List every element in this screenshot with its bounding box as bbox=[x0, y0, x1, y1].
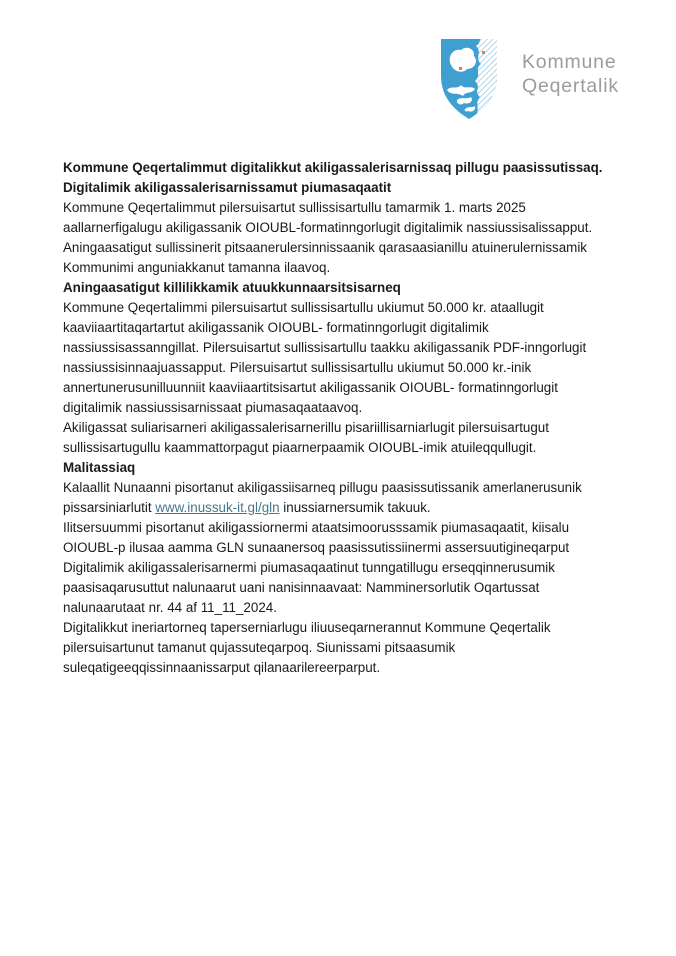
document-title: Kommune Qeqertalimmut digitalikkut akiligassalerisarnissaq pillugu paasissutissaq. bbox=[63, 160, 603, 175]
paragraph-encouragement: Akiligassat suliarisarneri akiligassalerisarnerillu pisariillisarniarlugit pilersuisartugut sullissisartugullu kaammattorpagut piaarnerpaamik OIOUBL-imik atuileqqullugit. bbox=[63, 420, 549, 455]
letter-body bbox=[63, 158, 616, 678]
paragraph-closing: Digitalikkut ineriartorneq taperserniarlugu iliuuseqarnerannut Kommune Qeqertalik pilersuisartunut tamanut qujassuteqarpoq. Siunissami pitsaasumik suleqatigeeqqissinnaanissarput qilanaarilereerparput. bbox=[63, 620, 551, 675]
link-paragraph-before: Kalaallit Nunaanni pisortanut akiligassiisarneq pillugu paasissutissanik amerlanerusunik pissarsiniarlutit bbox=[63, 480, 582, 515]
section-heading-threshold: Aningaasatigut killilikkamik atuukkunnaarsitsisarneq bbox=[63, 280, 401, 295]
section-heading-guidance: Malitassiaq bbox=[63, 460, 136, 475]
paragraph-guide: Ilitsersuummi pisortanut akiligassiornermi ataatsimoorusssamik piumasaqaatit, kiisalu OIOUBL-p ilusaa aamma GLN sunaanersoq paasissutissiinermi assersuutigineqarput bbox=[63, 520, 570, 555]
kommune-qeqertalik-logo bbox=[437, 38, 619, 120]
inussuk-gln-link[interactable]: www.inussuk-it.gl/gln bbox=[155, 500, 280, 515]
paragraph-regulation: Digitalimik akiligassalerisarnermi piumasaqaatinut tunngatillugu erseqqinnerusumik paasisaqarusuttut nalunaarut uani nanisinnaavaat: Namminersorlutik Oqartussat nalunaarutaat nr. 44 af 11_11_2024. bbox=[63, 560, 555, 615]
paragraph-threshold: Kommune Qeqertalimmi pilersuisartut sullissisartullu ukiumut 50.000 kr. ataallugit kaaviiaartitaqartartut akiligassanik OIOUBL- formatinngorlugit digitalimik nassiussisassanngillat. Pilersuisartut sullissisartullu taakku akiligassanik PDF-inngorlugit nassiussisinnaajuassapput. Pilersuisartut sullissisartullu ukiumut 50.000 kr.-inik annertunerusunilluunniit kaaviiaartitsisartut akiligassanik OIOUBL- formatinngorlugit digitalimik nassiussisarnissaat piumasaqaataavoq. bbox=[63, 300, 587, 415]
coat-of-arms-shield-icon bbox=[437, 38, 501, 120]
logo-wordmark bbox=[522, 50, 619, 98]
logo-name-line2: Qeqertalik bbox=[522, 75, 619, 97]
paragraph-requirements: Kommune Qeqertalimmut pilersuisartut sullissisartullu tamarmik 1. marts 2025 aallarnerfigalugu akiligassanik OIOUBL-formatinngorlugit digitalimik nassiussisalissapput. Aningaasatigut sullissinerit pitsaanerulersinnissaanik qarasaasianillu atuinerulernissamik Kommunimi anguniakkanut tamanna ilaavoq. bbox=[63, 200, 593, 275]
section-heading-requirements: Digitalimik akiligassalerisarnissamut piumasaqaatit bbox=[63, 180, 392, 195]
logo-name-line1: Kommune bbox=[522, 51, 617, 73]
link-paragraph-after: inussiarnersumik takuuk. bbox=[279, 500, 431, 515]
paragraph-link bbox=[63, 478, 616, 518]
